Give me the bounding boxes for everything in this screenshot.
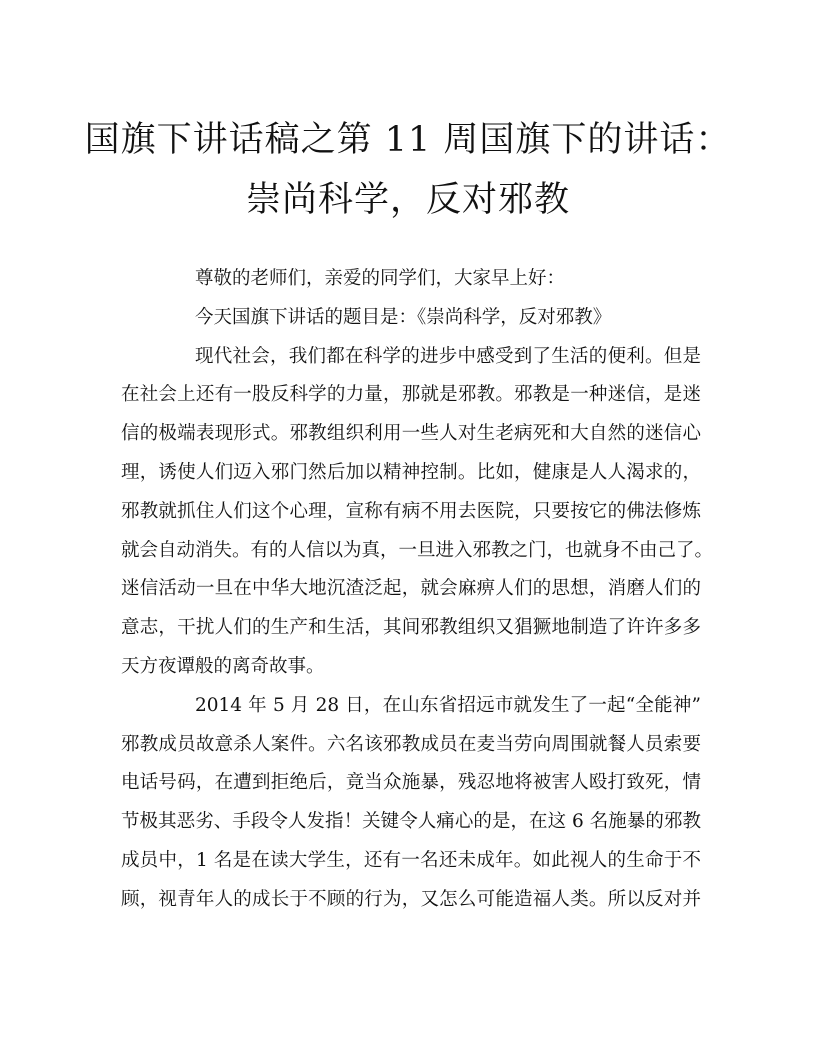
document-body [121, 260, 714, 920]
paragraph-line: 2014 年 5 月 28 日，在山东省招远市就发生了一起“全能神” [195, 694, 701, 716]
paragraph-line: 在社会上还有一股反科学的力量，那就是邪教。邪教是一种迷信，是迷 [121, 384, 701, 406]
paragraph-line: 现代社会，我们都在科学的进步中感受到了生活的便利。但是 [195, 345, 701, 367]
paragraph-line: 邪教成员故意杀人案件。六名该邪教成员在麦当劳向周围就餐人员索要 [121, 733, 701, 755]
paragraph-line: 天方夜谭般的离奇故事。 [121, 655, 325, 677]
document-title-line-1: 国旗下讲话稿之第 11 周国旗下的讲话： [84, 120, 732, 160]
document-title-line-2: 崇尚科学，反对邪教 [245, 180, 570, 220]
paragraph-line: 顾，视青年人的成长于不顾的行为，又怎么可能造福人类。所以反对并 [121, 888, 701, 910]
paragraph-line: 迷信活动一旦在中华大地沉渣泛起，就会麻痹人们的思想，消磨人们的 [121, 578, 701, 600]
paragraph-line: 节极其恶劣、手段令人发指！关键令人痛心的是，在这 6 名施暴的邪教 [121, 811, 701, 833]
speech-topic-line: 今天国旗下讲话的题目是：《崇尚科学，反对邪教》 [195, 306, 612, 328]
paragraph-line: 就会自动消失。有的人信以为真，一旦进入邪教之门，也就身不由己了。 [121, 539, 714, 561]
paragraph-line: 电话号码，在遭到拒绝后，竟当众施暴，残忍地将被害人殴打致死，情 [121, 772, 701, 794]
paragraph-line: 邪教就抓住人们这个心理，宣称有病不用去医院，只要按它的佛法修炼 [121, 500, 701, 522]
greeting-line: 尊敬的老师们，亲爱的同学们，大家早上好： [195, 268, 566, 289]
paragraph-line: 信的极端表现形式。邪教组织利用一些人对生老病死和大自然的迷信心 [121, 423, 701, 445]
paragraph-line: 意志，干扰人们的生产和生活，其间邪教组织又猖獗地制造了许许多多 [121, 617, 701, 639]
paragraph-line: 理，诱使人们迈入邪门然后加以精神控制。比如，健康是人人渴求的， [121, 461, 701, 483]
paragraph-line: 成员中，1 名是在读大学生，还有一名还未成年。如此视人的生命于不 [121, 849, 701, 871]
